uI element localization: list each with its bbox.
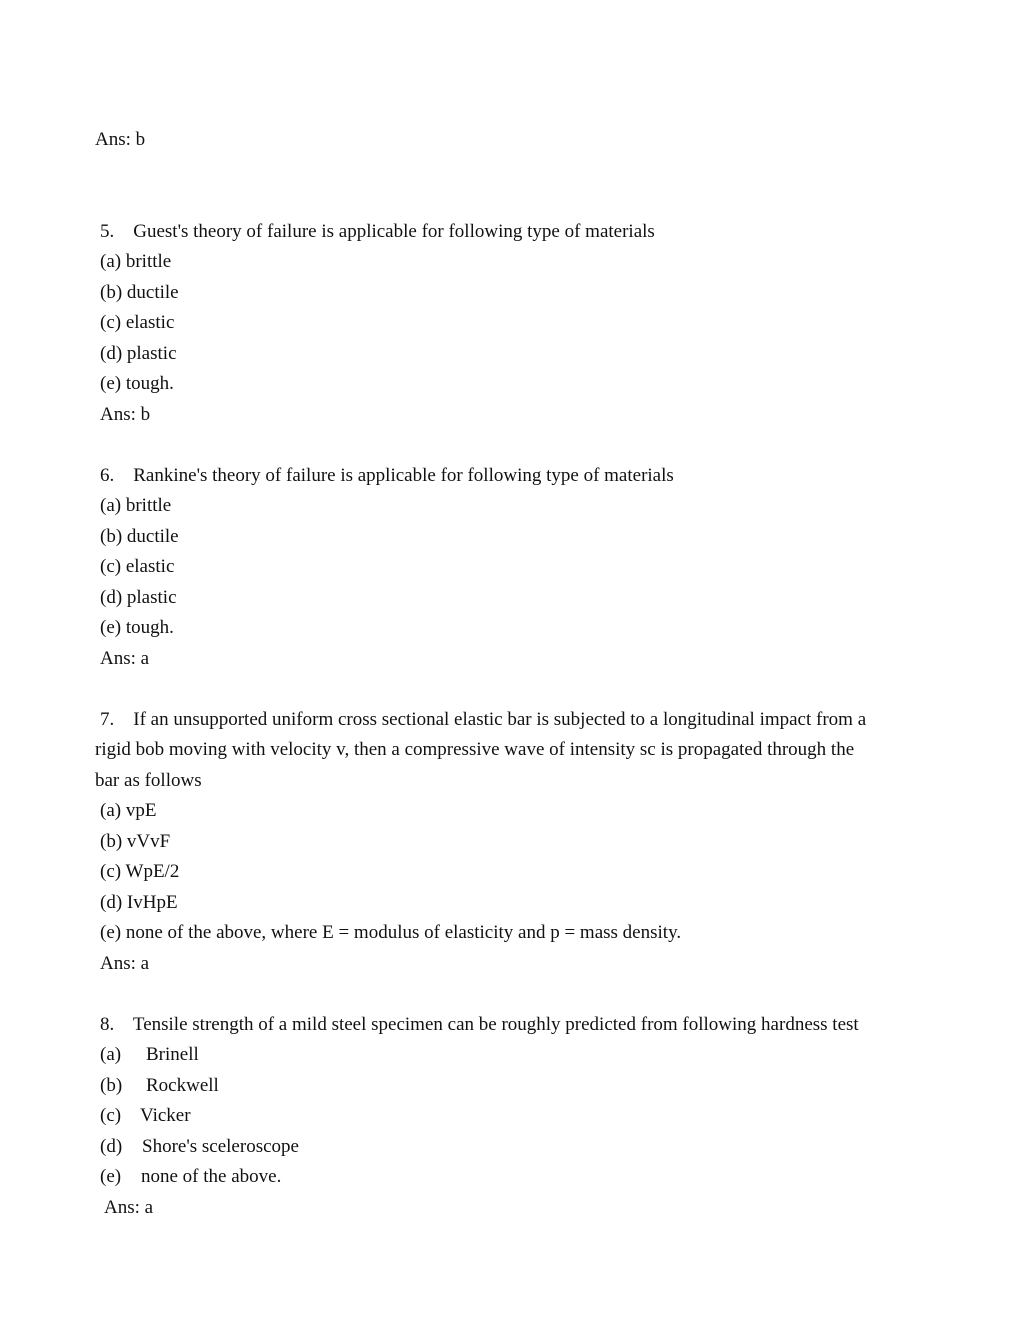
answer: Ans: b <box>100 404 151 425</box>
option-label: (a) <box>100 800 122 821</box>
question-number: 5. <box>100 221 115 242</box>
option-text: vpE <box>125 800 157 821</box>
option-a <box>100 800 156 822</box>
question-text-line: If an unsupported uniform cross sectional elastic bar is subjected to a longitudinal impact from a <box>133 709 867 730</box>
option-text: none of the above, where E = modulus of elasticity and p = mass density. <box>125 922 682 943</box>
question-7 <box>100 709 866 731</box>
question-number: 7. <box>100 709 115 730</box>
option-text: brittle <box>125 495 172 516</box>
option-text: tough. <box>125 617 174 638</box>
option-label: (c) <box>100 1105 122 1126</box>
option-d <box>100 343 177 365</box>
option-label: (e) <box>100 373 122 394</box>
option-text: elastic <box>125 312 175 333</box>
option-e <box>100 1166 281 1188</box>
option-b <box>100 526 179 548</box>
option-e <box>100 373 174 395</box>
question-5 <box>100 221 655 243</box>
question-text: Guest's theory of failure is applicable for following type of materials <box>133 221 655 242</box>
option-a <box>100 251 171 273</box>
question-number: 6. <box>100 465 115 486</box>
question-6 <box>100 465 674 487</box>
option-c <box>100 312 174 334</box>
option-text: vVvF <box>126 831 171 852</box>
answer: Ans: a <box>100 648 150 669</box>
option-text: Brinell <box>146 1044 199 1065</box>
option-label: (b) <box>100 831 123 852</box>
option-text: elastic <box>125 556 175 577</box>
option-label: (c) <box>100 556 122 577</box>
answer: Ans: a <box>100 953 150 974</box>
question-text-line: rigid bob moving with velocity v, then a compressive wave of intensity sc is propagated through the <box>95 739 855 760</box>
option-label: (c) <box>100 861 122 882</box>
option-text: Vicker <box>140 1105 191 1126</box>
answer: Ans: a <box>104 1197 154 1218</box>
option-label: (d) <box>100 892 123 913</box>
option-b <box>100 831 170 853</box>
option-label: (b) <box>100 1075 123 1096</box>
option-text: brittle <box>125 251 172 272</box>
option-text: IvHpE <box>126 892 178 913</box>
question-text: Tensile strength of a mild steel specimen can be roughly predicted from following hardness test <box>132 1014 859 1035</box>
previous-answer: Ans: b <box>95 129 146 150</box>
question-8 <box>100 1014 859 1036</box>
option-e <box>100 617 174 639</box>
option-d <box>100 892 178 914</box>
question-number: 8. <box>100 1014 115 1035</box>
option-label: (b) <box>100 282 123 303</box>
option-label: (e) <box>100 1166 122 1187</box>
option-text: Shore's sceleroscope <box>142 1136 299 1157</box>
option-label: (e) <box>100 922 122 943</box>
option-d <box>100 587 177 609</box>
option-label: (d) <box>100 587 123 608</box>
option-text: tough. <box>125 373 174 394</box>
option-e <box>100 922 681 944</box>
option-label: (c) <box>100 312 122 333</box>
option-label: (d) <box>100 343 123 364</box>
option-c <box>100 861 179 883</box>
option-text: plastic <box>126 343 177 364</box>
option-label: (a) <box>100 1044 122 1065</box>
option-b <box>100 1075 219 1097</box>
option-text: plastic <box>126 587 177 608</box>
option-c <box>100 1105 191 1127</box>
option-c <box>100 556 174 578</box>
option-text: ductile <box>126 282 179 303</box>
option-a <box>100 1044 199 1066</box>
option-label: (b) <box>100 526 123 547</box>
option-a <box>100 495 171 517</box>
option-text: Rockwell <box>146 1075 219 1096</box>
option-label: (d) <box>100 1136 123 1157</box>
question-text: Rankine's theory of failure is applicable for following type of materials <box>133 465 674 486</box>
option-b <box>100 282 179 304</box>
option-text: ductile <box>126 526 179 547</box>
option-label: (a) <box>100 251 122 272</box>
option-text: none of the above. <box>141 1166 282 1187</box>
option-label: (a) <box>100 495 122 516</box>
option-d <box>100 1136 299 1158</box>
option-label: (e) <box>100 617 122 638</box>
question-text-line: bar as follows <box>95 770 202 791</box>
option-text: WpE/2 <box>125 861 180 882</box>
